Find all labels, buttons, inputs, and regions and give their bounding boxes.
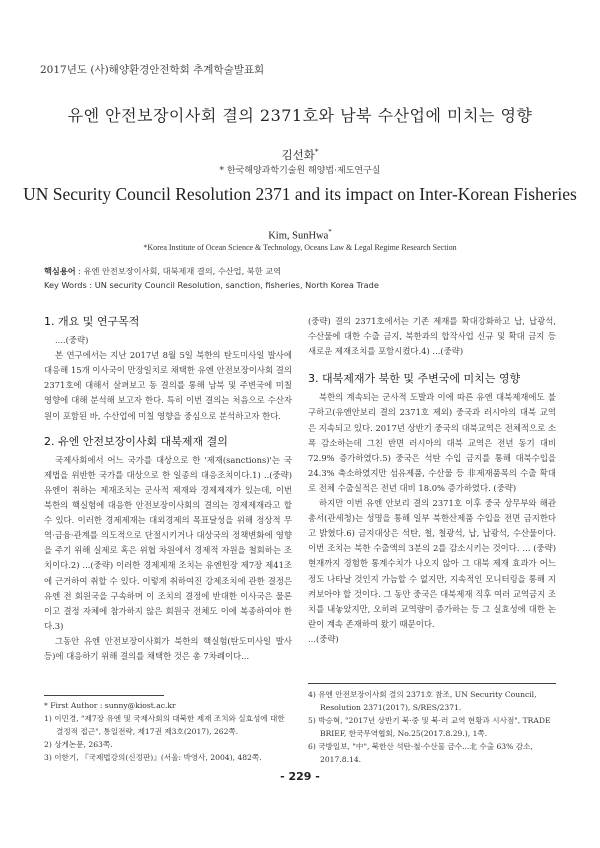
author-korean [0,147,600,163]
section-1-ellipsis: ....(중략) [55,335,89,346]
right-footnotes [308,688,556,766]
footnote-2: 2) 상게논문, 263쪽. [44,740,113,749]
keywords-korean-text: : 유엔 안전보장이사회, 대북제재 결의, 수산업, 북한 교역 [75,266,282,276]
left-column [44,314,292,664]
footnote-first-author: * First Author : sunny@kiost.ac.kr [44,701,176,710]
keywords-korean-label: 핵심용어 [44,266,76,276]
footnote-5: 5) 박승혁, "2017년 상반기 북·중 및 북·러 교역 현황과 시사점", TRADE BRIEF, 한국무역협회, No.25(2017.8.29.), 1쪽. [308,716,551,738]
section-3-heading: 3. 대북제재가 북한 및 주변국에 미치는 영향 [308,372,521,386]
left-footnote-rule [44,695,164,696]
author-english-name: Kim, SunHwa [268,230,329,242]
paper-title-english: UN Security Council Resolution 2371 and its impact on Inter-Korean Fisheries [23,184,577,204]
conference-name: 2017년도 (사)해양환경안전학회 추계학술발표회 [40,64,265,76]
left-footnotes [44,699,292,764]
footnote-6: 6) 국방일보, "中", 북한산 석탄·철·수산물 금수...北 수출 63% 감소, 2017.8.14. [308,742,533,764]
footnote-3: 3) 이한기, 『국제법강의(신정판)』(서울: 박영사, 2004), 482쪽. [44,753,262,762]
author-korean-mark: * [314,148,319,157]
section-3-paragraph-2: 하지만 이번 유엔 안보리 결의 2371호 이후 중국 상무부와 해관총서(관세청)는 성명을 통해 일부 북한산제품 수입을 전면 금지한다고 밝혔다.6) 금지대상은 석탄, 철, 철광석, 납, 납광석, 수산물이다. 이번 조치는 북한 수출액의 3분의 2를 감소시키는 것이다. ... (중략) 현재까지 경험한 통계수치가 나오지 않아 그 대북 제재 효과가 어느 정도 나타날 것인지 가늠할 수 없지만, 지속적인 모니터링을 통해 지켜보아야 할 것이다. 그 동안 중국은 대북제재 직후 여러 교역금지 조치를 내놓았지만, 오히려 교역량이 증가하는 등 그 실효성에 대한 논란이 계속 존재하여 왔기 때문이다. [308,498,556,629]
section-3-ellipsis: ...(중략) [308,633,339,644]
keywords-english [44,280,379,290]
author-korean-name: 김선화 [281,148,315,162]
right-continuation-paragraph: (중략) 결의 2371호에서는 기존 제재를 확대강화하고 납, 납광석, 수산물에 대한 수출 금지, 북한과의 합작사업 신규 및 확대 금지 등 새로운 제재조치를 포함시켰다.4) ...(중략) [308,316,556,357]
section-2-paragraph-1: 국제사회에서 어느 국가를 대상으로 한 '제재(sanctions)'는 국제법을 위반한 국가를 대상으로 한 일종의 대응조치이다.1) ..(중략) 유엔이 취하는 제재조치는 군사적 제재와 경제제재가 있는데, 이번 북한의 핵실험에 대응한 안전보장이사회의 결의는 경제제재라고 할 수 있다. 이러한 경제제재는 대외경제의 목표달성을 위해 정상적 무역·금융·관계를 의도적으로 단절시키거나 대상국의 정책변화에 영향을 주기 위해 실제로 혹은 위협 차원에서 경제적 자원을 철회하는 조치이다.2) ...(중략) 이러한 경제제재 조치는 유엔헌장 제7장 제41조에 근거하여 취할 수 있다. 이렇게 취하여진 강제조치에 관한 결정은 유엔 전 회원국을 구속하며 이 조치의 결정에 반대한 이사국은 물론이고 결정 자체에 참가하지 않은 회원국 전체도 이에 복종하여야 한다.3) [44,454,292,631]
affiliation-english: *Korea Institute of Ocean Science & Technology, Oceans Law & Legal Regime Research Section [143,243,457,252]
footnote-1: 1) 이민경, "제7장 유엔 및 국제사회의 대북한 제재 조치와 실효성에 대한 결정적 접근", 통일전략, 제17권 제3호(2017), 262쪽. [44,714,285,736]
section-2-heading: 2. 유엔 안전보장이사회 대북제재 결의 [44,434,228,448]
footnote-4: 4) 유엔 안전보장이사회 결의 2371호 참조, UN Security Council, Resolution 2371(2017), S/RES/2371. [308,690,537,712]
author-english-mark: * [328,228,332,236]
keywords-english-label: Key Words [44,280,87,290]
section-1-heading: 1. 개요 및 연구목적 [44,315,140,328]
section-3-paragraph-1: 북한의 계속되는 군사적 도발과 이에 따른 유엔 대북제재에도 불구하고(유엔안보리 결의 2371호 제외) 중국과 러시아의 대북 교역은 지속되고 있다. 2017년 상반기 중국의 대북교역은 전체적으로 소폭 감소하는데 그친 반면 러시아의 대북 교역은 전년 동기 대비 72.9% 증가하였다.5) 중국은 석탄 수입 금지를 통해 대북수입을 24.3% 축소하였지만 섬유제품, 수산물 등 非제재품목의 수출 확대로 전체 수출실적은 전년 대비 18.0% 증가하였다. (중략) [308,392,556,493]
section-2-paragraph-2: 그동안 유엔 안전보장이사회가 북한의 핵실험(탄도미사일 발사 등)에 대응하기 위해 결의를 채택한 것은 총 7차례이다... [44,635,292,661]
paper-title-korean: 유엔 안전보장이사회 결의 2371호와 남북 수산업에 미치는 영향 [67,106,533,125]
author-english [0,228,600,242]
affiliation-korean: * 한국해양과학기술원 해양법·제도연구실 [219,166,381,176]
keywords-english-text: : UN security Council Resolution, sanction, fisheries, North Korea Trade [86,280,379,290]
page-number: - 229 - [280,770,320,783]
section-1-paragraph: 본 연구에서는 지난 2017년 8월 5일 북한의 탄도미사일 발사에 대응해 15개 이사국이 만장일치로 채택한 유엔 안전보장이사회 결의 2371호에 대해서 살펴보고 동 결의를 통해 남북 및 주변국에 미칠 영향에 대해 분석해 보고자 한다. 특히 이번 결의는 처음으로 수산자원이 포함된 바, 수산업에 미칠 영향을 중심으로 분석하고자 한다. [44,350,292,421]
right-footnote-rule [308,683,556,684]
right-column [308,314,556,647]
keywords-korean [44,266,281,277]
